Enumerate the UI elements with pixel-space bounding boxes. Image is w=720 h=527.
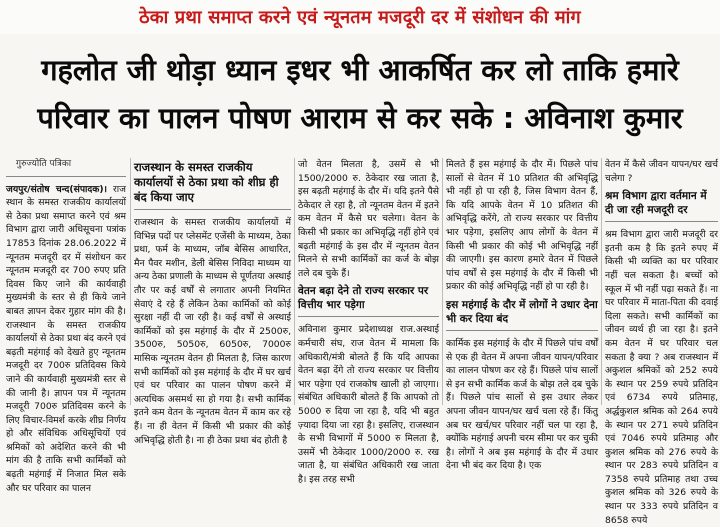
column-divider-rule: [446, 330, 598, 331]
column-5: [605, 158, 718, 526]
column-4-body-2: कार्मिक इस महंगाई के दौर में पिछले पांच वर्षों से एक ही वेतन में अपना जीवन यापन/परिवार का लालन पोषण कर रहे हैं। पिछले पांच सालों से इन सभी कार्मिक कर्ज के बोझ तले दब चुके हैं। पिछले पांच सालों से इस उधार लेकर अपना जीवन यापन/घर खर्च चला रहे हैं। किंतु अब घर खर्च/घर परिवार नहीं चल पा रहा है, क्योंकि महंगाई अपनी चरम सीमा पर कर चुकी है। लोगों ने अब इस महंगाई के दौर में उधार देना भी बंद कर दिया है। एक: [446, 337, 598, 472]
column-separator: [601, 158, 602, 405]
column-2-body: राजस्थान के समस्त राजकीय कार्यालयों में विभिन्न पदों पर प्लेसमेंट एजेंसी के माध्यम, ठेका प्रथा, फर्म के माध्यम, जॉब बेसिस आधारित, मैन पैवर मशीन, डेली बेसिस निविदा माध्यम या अन्य ठेका प्रणाली के माध्यम से पूर्णतया अस्थाई तौर पर कई वर्षों से लगातार अपनी नियमित सेवाएं दे रहे हैं लेकिन ठेका कार्मिकों को कोई सुरक्षा नहीं दी जा रही है। कई वर्षों से अस्थाई कार्मिकों को इस महंगाई के दौर में 2500रु, 3500रु, 5050रु, 6050रु, 7000रु मासिक न्यूनतम वेतन ही मिलता है, जिस कारण सभी कार्मिकों को इस महंगाई के दौर में घर खर्च एवं घर परिवार का पालन पोषण करने में अत्यधिक असमर्थ सा हो गया है। सभी कार्मिक इतने कम वेतन के न्यूनतम वेतन में काम कर रहे हैं। ना ही वेतन में किसी भी प्रकार की कोई अभिवृद्धि होती है। ना ही ठेका प्रथा बंद होती है: [134, 217, 291, 446]
main-headline: [0, 52, 720, 136]
column-separator: [442, 158, 443, 405]
headline-line-1: गहलोत जी थोड़ा ध्यान इधर भी आकर्षित कर लो ताकि हमारे: [41, 53, 679, 87]
column-5-body-2: श्रम विभाग द्वारा जारी मजदूरी दर इतनी कम है कि इतने रुपए में किसी भी व्यक्ति का घर परिवार नहीं चल सकता है। बच्चों को स्कूल में भी नहीं पढ़ा सकते हैं। ना घर परिवार में माता-पिता की दवाई दिला सकते। सभी कार्मिकों का जीवन व्यर्थ ही जा रहा है। इतने कम वेतन में घर परिवार चल सकता है क्या ? अब राजस्थान में अकुशल श्रमिकों को 252 रुपये के स्थान पर 259 रुपये प्रतिदिन एवं 6734 रुपये प्रतिमाह, अर्द्धकुशल श्रमिक को 264 रुपये के स्थान पर 271 रुपये प्रतिदिन एवं 7046 रुपये प्रतिमाह और कुशल श्रमिक को 276 रुपये के स्थान पर 283 रुपये प्रतिदिन व 7358 रुपये प्रतिमाह तथा उच्च कुशल श्रमिक को 326 रुपये के स्थान पर 333 रुपये प्रतिदिन व 8658 रुपये: [605, 229, 718, 526]
column-1-text: [6, 183, 126, 496]
column-divider-rule: [605, 221, 718, 222]
column-separator: [130, 158, 131, 405]
column-4-subhead: इस महंगाई के दौर में लोगों ने उधार देना भी कर दिया बंद: [446, 298, 598, 325]
headline-line-2: परिवार का पालन पोषण आराम से कर सके : अविनाश कुमार: [37, 101, 683, 135]
column-5-body-1: वेतन में कैसे जीवन यापन/घर खर्च चलेगा ?: [605, 159, 718, 184]
column-divider-rule: [298, 316, 439, 317]
column-divider-rule: [134, 209, 291, 210]
source-credit: गुरुज्योति पत्रिका: [16, 159, 72, 169]
dateline: जयपुर/संतोष चन्द(संपादक)।: [6, 183, 108, 195]
column-2-subhead: राजस्थान के समस्त राजकीय कार्यालयों से ठेका प्रथा को शीघ्र ही बंद किया जाए: [134, 160, 279, 204]
column-3-subhead: वेतन बढ़ा देने तो राज्य सरकार पर वित्तीय भार पड़ेगा: [298, 285, 429, 312]
banner-headline: ठेका प्रथा समाप्त करने एवं न्यूनतम मजदूरी दर में संशोधन की मांग: [139, 7, 581, 28]
column-divider-rule: [6, 176, 126, 177]
column-3: [298, 158, 439, 485]
column-separator: [294, 158, 295, 405]
top-banner: [0, 0, 720, 34]
column-3-body-2: अविनाश कुमार प्रदेशाध्यक्ष राज.अस्थाई कर्मचारी संघ, राज वेतन में मामला कि अधिकारी/मंत्री बोलते हैं कि यदि आपका वेतन बढ़ा देंगे तो राज्य सरकार पर वित्तीय भार पड़ेगा एवं राजकोष खाली हो जाएगा। संबंधित अधिकारी बोलते हैं कि आपको तो 5000 रु दिया जा रहा है, यदि भी बहुत ज़्यादा दिया जा रहा है। इसलिए, राजस्थान के सभी विभागों में 5000 रु मिलता है, उसमें भी ठेकेदार 1000/2000 रु. रख जाता है, या संबंधित अधिकारी रख जाता है। इस तरह सभी: [298, 324, 439, 485]
column-2: [134, 158, 291, 446]
column-4: [446, 158, 598, 472]
column-1-body: राज स्थान के समस्त राजकीय कार्यालयों से ठेका प्रथा समाप्त करने एवं श्रम विभाग द्वारा जारी अधिसूचना पत्रांक 17853 दिनांक 28.06.2022 में न्यूनतम मजदूरी दर में संशोधन कर न्यूनतम मजदूरी दर 700 रुपए प्रति दिवस किए जाने की कार्यवाही मुख्यमंत्री के स्तर से ही किये जाने बाबत ज्ञापन देकर गुहार मांग की है। राजस्थान के समस्त राजकीय कार्यालयों से ठेका प्रथा बंद करने एवं बढ़ती महंगाई को देखते हुए न्यूनतम मजदूरी दर 700रु प्रतिदिवस किये जाने की कार्यवाही मुख्यमंत्री स्तर से की जानी है। ज्ञापन पत्र में न्यूनतम मजदूरी 700रु प्रतिदिवस करने के लिए विचार-विमर्श करके शीघ्र निर्णय हो और संविधिक अधिसूचियों एवं श्रमिकों को अदेशित करने की भी मांग की है ताकि सभी कार्मिकों को बढ़ती महंगाई में निजात मिल सके और घर परिवार का पालन: [6, 183, 126, 494]
column-4-body-1: मिलते हैं इस महंगाई के दौर में। पिछले पांच सालों से वेतन में 10 प्रतिशत की अभिवृद्धि भी नहीं हो पा रही है, जिस विभाग वेतन हैं, कि यदि आपके वेतन में 10 प्रतिशत की अभिवृद्धि करेंगे, तो राज्य सरकार पर वित्तीय भार पड़ेगा, इसलिए आप लोगों के वेतन में किसी भी प्रकार की कोई भी अभिवृद्धि नहीं की जाएगी। इस कारण हमारे वेतन में पिछले पांच वर्षों से इस महंगाई के दौर में किसी भी प्रकार की कोई अभिवृद्धि नहीं हो पा रही है।: [446, 159, 598, 293]
column-3-body-1: जो वेतन मिलता है, उसमें से भी 1500/2000 रु. ठेकेदार रख जाता है, इस बढ़ती महंगाई के दौर में। यदि इतने पैसे ठेकेदार ले रहा है, तो न्यूनतम वेतन में इतने कम वेतन में कैसे घर चलेगा। वेतन के किसी भी प्रकार का अभिवृद्धि नहीं होने एवं बढ़ती महंगाई के इस दौर में न्यूनतम वेतन मिलने से सभी कार्मिकों का कर्ज के बोझ तले दब चुके हैं।: [298, 159, 439, 279]
column-1: [6, 158, 126, 494]
column-5-subhead: श्रम विभाग द्वारा वर्तमान में दी जा रही मजदूरी दर: [605, 190, 707, 217]
article-columns: [6, 158, 718, 526]
